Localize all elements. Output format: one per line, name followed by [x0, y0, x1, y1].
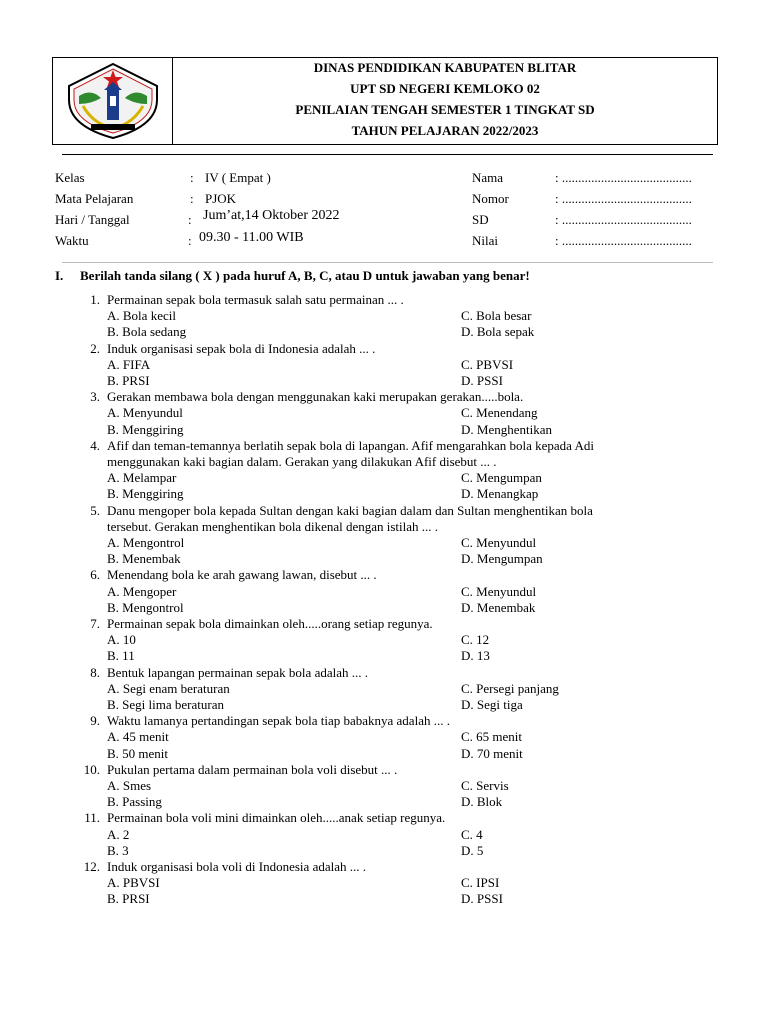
- question-text: Permainan bola voli mini dimainkan oleh.....anak setiap regunya.: [107, 810, 446, 826]
- option-a[interactable]: A. 2: [107, 826, 130, 842]
- sd-field[interactable]: : ........................................: [555, 212, 692, 227]
- option-b[interactable]: B. PRSI: [107, 891, 150, 907]
- option-a[interactable]: A. 10: [107, 632, 136, 648]
- option-d[interactable]: D. 13: [461, 648, 490, 664]
- mapel-separator: :: [190, 191, 194, 206]
- question-number: 8.: [90, 664, 100, 680]
- option-c[interactable]: C. IPSI: [461, 875, 500, 891]
- option-b[interactable]: B. Mengontrol: [107, 599, 184, 615]
- mapel-value: PJOK: [205, 191, 237, 206]
- nomor-label: Nomor: [472, 191, 509, 206]
- option-d[interactable]: D. Menembak: [461, 599, 536, 615]
- option-b[interactable]: B. 11: [107, 648, 135, 664]
- question-text: menggunakan kaki bagian dalam. Gerakan yang dilakukan Afif disebut ... .: [107, 454, 497, 469]
- option-c[interactable]: C. Persegi panjang: [461, 680, 559, 696]
- question-text: Permainan sepak bola dimainkan oleh.....orang setiap regunya.: [107, 616, 433, 631]
- header-exam-title: PENILAIAN TENGAH SEMESTER 1 TINGKAT SD: [295, 102, 595, 117]
- option-a[interactable]: A. FIFA: [107, 356, 151, 372]
- option-d[interactable]: D. Segi tiga: [461, 697, 523, 712]
- option-b[interactable]: B. PRSI: [107, 373, 150, 388]
- question-text: Gerakan membawa bola dengan menggunakan kaki merupakan gerakan.....bola.: [107, 389, 524, 405]
- option-b[interactable]: B. Menembak: [107, 551, 181, 567]
- option-d[interactable]: D. 70 menit: [461, 745, 523, 761]
- blitar-regency-emblem-icon: [61, 60, 165, 142]
- section-number: I.: [55, 268, 64, 283]
- option-d[interactable]: D. Bola sepak: [461, 324, 535, 340]
- question-number: 5.: [90, 502, 100, 518]
- question-number: 9.: [90, 713, 100, 729]
- question-number: 2.: [90, 340, 100, 356]
- kelas-value: IV ( Empat ): [205, 170, 271, 185]
- option-a[interactable]: A. PBVSI: [107, 875, 160, 891]
- hari-separator: :: [188, 212, 192, 227]
- mapel-label: Mata Pelajaran: [55, 191, 134, 206]
- option-a[interactable]: A. Bola kecil: [107, 308, 176, 324]
- divider-bottom: [62, 262, 713, 263]
- option-c[interactable]: C. Bola besar: [461, 308, 532, 324]
- option-d[interactable]: D. Blok: [461, 794, 503, 810]
- kelas-separator: :: [190, 170, 194, 185]
- waktu-label: Waktu: [55, 233, 89, 248]
- waktu-value: 09.30 - 11.00 WIB: [199, 230, 304, 245]
- option-b[interactable]: B. Menggiring: [107, 486, 184, 502]
- question-number: 11.: [84, 810, 100, 826]
- option-c[interactable]: C. Menyundul: [461, 583, 537, 599]
- question-number: 3.: [90, 389, 100, 405]
- option-a[interactable]: A. Menyundul: [107, 405, 183, 421]
- question-text: Menendang bola ke arah gawang lawan, disebut ... .: [107, 567, 377, 583]
- nama-label: Nama: [472, 170, 504, 185]
- option-d[interactable]: D. Menghentikan: [461, 421, 552, 437]
- waktu-separator: :: [188, 233, 192, 248]
- option-a[interactable]: A. Melampar: [107, 470, 177, 486]
- option-c[interactable]: C. Menyundul: [461, 535, 537, 550]
- option-b[interactable]: B. Bola sedang: [107, 324, 187, 340]
- question-text: Induk organisasi sepak bola di Indonesia adalah ... .: [107, 340, 376, 356]
- option-a[interactable]: A. Smes: [107, 778, 152, 793]
- option-c[interactable]: C. 65 menit: [461, 729, 523, 745]
- header-academic-year: TAHUN PELAJARAN 2022/2023: [351, 123, 539, 138]
- option-d[interactable]: D. Menangkap: [461, 486, 539, 502]
- question-text: Afif dan teman-temannya berlatih sepak bola di lapangan. Afif mengarahkan bola kepada Adi: [107, 437, 594, 453]
- section-instruction: Berilah tanda silang ( X ) pada huruf A, B, C, atau D untuk jawaban yang benar!: [80, 268, 530, 283]
- question-text: tersebut. Gerakan menghentikan bola dikenal dengan istilah ... .: [107, 518, 439, 534]
- hari-value: Jum’at,14 Oktober 2022: [203, 208, 340, 223]
- option-a[interactable]: A. Mengoper: [107, 583, 177, 599]
- question-number: 7.: [90, 616, 100, 631]
- option-d[interactable]: D. 5: [461, 842, 484, 858]
- option-a[interactable]: A. Segi enam beraturan: [107, 680, 230, 696]
- logo-cell: [53, 58, 173, 144]
- question-text: Bentuk lapangan permainan sepak bola adalah ... .: [107, 664, 368, 680]
- option-a[interactable]: A. Mengontrol: [107, 535, 185, 550]
- question-text: Induk organisasi bola voli di Indonesia adalah ... .: [107, 859, 366, 874]
- option-b[interactable]: B. Segi lima beraturan: [107, 697, 224, 712]
- option-d[interactable]: D. PSSI: [461, 891, 503, 907]
- nilai-label: Nilai: [472, 233, 498, 248]
- header-agency: DINAS PENDIDIKAN KABUPATEN BLITAR: [313, 60, 577, 75]
- option-b[interactable]: B. 3: [107, 842, 129, 858]
- sd-label: SD: [472, 212, 489, 227]
- option-c[interactable]: C. 4: [461, 826, 483, 842]
- nilai-field[interactable]: : ........................................: [555, 233, 692, 248]
- option-d[interactable]: D. Mengumpan: [461, 551, 543, 567]
- divider-top: [62, 154, 713, 155]
- option-b[interactable]: B. 50 menit: [107, 745, 169, 761]
- question-number: 6.: [90, 567, 100, 583]
- question-text: Pukulan pertama dalam permainan bola voli disebut ... .: [107, 761, 398, 777]
- question-text: Permainan sepak bola termasuk salah satu permainan ... .: [107, 292, 404, 307]
- option-c[interactable]: C. PBVSI: [461, 356, 514, 372]
- option-b[interactable]: B. Menggiring: [107, 421, 184, 437]
- option-d[interactable]: D. PSSI: [461, 373, 503, 388]
- question-number: 10.: [83, 761, 100, 777]
- option-c[interactable]: C. 12: [461, 632, 490, 648]
- question-text: Danu mengoper bola kepada Sultan dengan kaki bagian dalam dan Sultan menghentikan bola: [107, 502, 593, 518]
- question-number: 1.: [90, 292, 100, 307]
- option-c[interactable]: C. Mengumpan: [461, 470, 542, 486]
- header-box: [52, 57, 718, 145]
- hari-label: Hari / Tanggal: [55, 212, 130, 227]
- question-text: Waktu lamanya pertandingan sepak bola tiap babaknya adalah ... .: [107, 713, 450, 729]
- option-b[interactable]: B. Passing: [107, 794, 162, 810]
- option-a[interactable]: A. 45 menit: [107, 729, 169, 745]
- kelas-label: Kelas: [55, 170, 85, 185]
- question-number: 4.: [90, 437, 100, 453]
- question-number: 12.: [83, 859, 100, 874]
- header-school: UPT SD NEGERI KEMLOKO 02: [350, 81, 540, 96]
- nama-field[interactable]: : ........................................: [555, 170, 692, 185]
- nomor-field[interactable]: : ........................................: [555, 191, 692, 206]
- option-c[interactable]: C. Servis: [461, 778, 509, 793]
- option-c[interactable]: C. Menendang: [461, 405, 538, 421]
